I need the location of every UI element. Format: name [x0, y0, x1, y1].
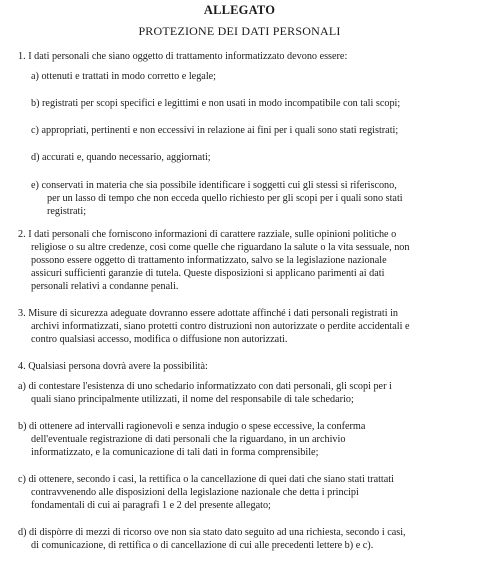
item-4a-line-1: a) di contestare l'esistenza di uno schedario informatizzato con dati personali, gli scopi per i	[18, 381, 392, 392]
item-4d-line-1: d) di dispòrre di mezzi di ricorso ove non sia stato dato seguito ad una richiesta, secondo i casi,	[18, 527, 406, 538]
item-4a-line-2: quali siano principalmente utilizzati, il nome del responsabile di tale schedario;	[31, 394, 354, 405]
item-4-intro: 4. Qualsiasi persona dovrà avere la possibilità:	[18, 361, 208, 372]
item-1e-line-2: per un lasso di tempo che non ecceda quello richiesto per gli scopi per i quali sono stati	[47, 193, 403, 204]
item-4c-line-3: fondamentali di cui ai paragrafi 1 e 2 del presente allegato;	[31, 500, 271, 511]
item-4b-line-1: b) di ottenere ad intervalli ragionevoli e senza indugio o spese eccessive, la conferma	[18, 421, 366, 432]
item-1a: a) ottenuti e trattati in modo corretto e legale;	[31, 71, 217, 82]
item-3-line-2: archivi informatizzati, siano protetti contro distruzioni non autorizzate o perdite accidentali e	[31, 321, 410, 332]
item-2-line-4: assicuri sufficienti garanzie di tutela. Queste disposizioni si applicano parimenti ai dati	[31, 268, 385, 279]
item-2-line-3: possono essere oggetto di trattamento informatizzato, salvo se la legislazione nazionale	[31, 255, 387, 266]
document-subheading: PROTEZIONE DEI DATI PERSONALI	[138, 24, 341, 38]
item-1d: d) accurati e, quando necessario, aggiornati;	[31, 152, 211, 163]
item-4b-line-2: dell'eventuale registrazione di dati personali che la riguardano, in un archivio	[31, 434, 346, 445]
item-3-line-3: contro qualsiasi accesso, modifica o diffusione non autorizzati.	[31, 334, 288, 345]
item-4c-line-1: c) di ottenere, secondo i casi, la rettifica o la cancellazione di quei dati che siano stati trattati	[18, 474, 394, 485]
item-4c-line-2: contravvenendo alle disposizioni della legislazione nazionale che detta i principi	[31, 487, 359, 498]
item-1e-line-3: registrati;	[47, 206, 87, 217]
item-1-intro: 1. I dati personali che siano oggetto di trattamento informatizzato devono essere:	[18, 51, 348, 62]
item-1c: c) appropriati, pertinenti e non eccessivi in relazione ai fini per i quali sono stati registrati;	[31, 125, 399, 136]
item-1e-line-1: e) conservati in materia che sia possibile identificare i soggetti cui gli stessi si riferiscono,	[31, 180, 397, 191]
item-2-line-2: religiose o su altre credenze, così come quelle che riguardano la salute o la vita sessuale, non	[31, 242, 410, 253]
item-2-line-1: 2. I dati personali che forniscono informazioni di carattere razziale, sulle opinioni politiche o	[18, 229, 397, 240]
item-3-line-1: 3. Misure di sicurezza adeguate dovranno essere adottate affinché i dati personali registrati in	[18, 308, 398, 319]
item-2-line-5: personali relativi a condanne penali.	[31, 281, 179, 292]
item-4d-line-2: di comunicazione, di rettifica o di cancellazione di cui alle precedenti lettere b) e c).	[31, 540, 374, 551]
item-4b-line-3: informatizzato, e la comunicazione di tali dati in forma comprensibile;	[31, 447, 319, 458]
document-heading: ALLEGATO	[203, 3, 276, 17]
item-1b: b) registrati per scopi specifici e legittimi e non usati in modo incompatibile con tali scopi;	[31, 98, 401, 109]
